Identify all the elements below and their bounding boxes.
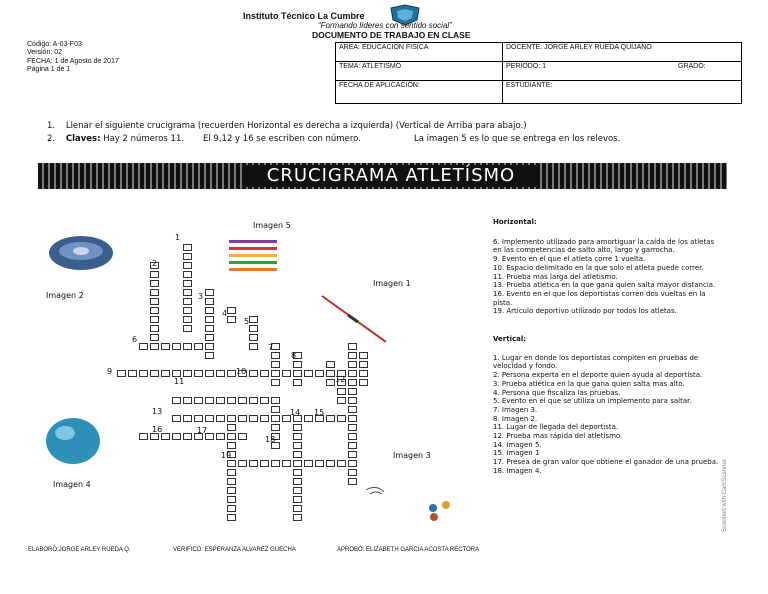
crossword-cell-3[interactable] bbox=[183, 271, 192, 278]
crossword-cell-40[interactable] bbox=[293, 361, 302, 368]
image-4-label: Imagen 4 bbox=[53, 480, 91, 489]
crossword-cell-159[interactable] bbox=[172, 343, 181, 350]
clue-number-8: 8 bbox=[291, 351, 297, 360]
crossword-cell-45[interactable] bbox=[337, 388, 346, 395]
crossword-cell-138[interactable] bbox=[337, 415, 346, 422]
crossword-cell-77[interactable] bbox=[293, 469, 302, 476]
crossword-cell-103[interactable] bbox=[183, 370, 192, 377]
crossword-cell-63[interactable] bbox=[227, 442, 236, 449]
crossword-title: CRUCIGRAMA ATLETÍSMO bbox=[246, 165, 536, 187]
crossword-cell-36[interactable] bbox=[271, 361, 280, 368]
image-5-label: Imagen 5 bbox=[253, 221, 291, 230]
clue-v-1: 1. Lugar en donde los deportistas compiten en pruebas de velocidad y fondo. bbox=[493, 353, 699, 371]
crossword-cell-29[interactable] bbox=[227, 316, 236, 323]
grado-cell: GRADO: bbox=[675, 62, 742, 81]
crossword-cell-72[interactable] bbox=[293, 424, 302, 431]
clue-number-6: 6 bbox=[132, 335, 138, 344]
crossword-cell-112[interactable] bbox=[304, 370, 313, 377]
crossword-cell-31[interactable] bbox=[249, 325, 258, 332]
crossword-cell-59[interactable] bbox=[359, 370, 368, 377]
crossword-cell-61[interactable] bbox=[227, 424, 236, 431]
crossword-cell-5[interactable] bbox=[183, 289, 192, 296]
crossword-cell-157[interactable] bbox=[139, 343, 148, 350]
clue-number-13: 13 bbox=[152, 407, 163, 416]
crossword-cell-2[interactable] bbox=[183, 262, 192, 269]
crossword-cell-153[interactable] bbox=[304, 460, 313, 467]
clue-number-14: 14 bbox=[290, 408, 301, 417]
clue-number-2: 2 bbox=[152, 259, 158, 268]
crossword-cell-161[interactable] bbox=[194, 343, 203, 350]
crossword-cell-52[interactable] bbox=[348, 388, 357, 395]
fecha-aplicacion-cell: FECHA DE APLICACION: bbox=[336, 81, 503, 104]
crossword-cell-129[interactable] bbox=[227, 415, 236, 422]
crossword-cell-141[interactable] bbox=[161, 433, 170, 440]
crossword-cell-119[interactable] bbox=[227, 397, 236, 404]
clue-v-4: 4. Persona que fiscaliza las pruebas. bbox=[493, 388, 621, 397]
crossword-cell-54[interactable] bbox=[348, 406, 357, 413]
vertical-title: Vertical: bbox=[493, 335, 527, 344]
crossword-cell-125[interactable] bbox=[183, 415, 192, 422]
crossword-cell-81[interactable] bbox=[293, 505, 302, 512]
crossword-cell-41[interactable] bbox=[293, 370, 302, 377]
instruction-2-right: La imagen 5 es lo que se entrega en los relevos. bbox=[414, 134, 621, 144]
crossword-cell-91[interactable] bbox=[326, 379, 335, 386]
crossword-cell-32[interactable] bbox=[249, 334, 258, 341]
clue-v-11: 11. Lugar de llegada del deportista. bbox=[493, 423, 619, 432]
watermark-text: Scanned with CamScanner bbox=[722, 459, 728, 532]
crossword-cell-18[interactable] bbox=[150, 334, 159, 341]
crossword-cell-58[interactable] bbox=[359, 361, 368, 368]
crossword-cell-78[interactable] bbox=[293, 478, 302, 485]
crossword-cell-122[interactable] bbox=[260, 397, 269, 404]
crossword-cell-128[interactable] bbox=[216, 415, 225, 422]
crossword-cell-85[interactable] bbox=[348, 451, 357, 458]
camscanner-watermark bbox=[722, 372, 736, 532]
crossword-cell-109[interactable] bbox=[249, 370, 258, 377]
clue-h-10: 10. Espacio delimitado en la que solo el atleta puede correr. bbox=[493, 263, 704, 272]
clue-v-3: 3. Prueba atlética en la que gana quien salta mas alto. bbox=[493, 379, 685, 388]
crossword-cell-24[interactable] bbox=[205, 325, 214, 332]
estudiante-cell: ESTUDIANTE: bbox=[503, 81, 742, 104]
crossword-cell-110[interactable] bbox=[260, 370, 269, 377]
crossword-cell-146[interactable] bbox=[216, 433, 225, 440]
crossword-cell-25[interactable] bbox=[205, 334, 214, 341]
crossword-cell-13[interactable] bbox=[150, 289, 159, 296]
crossword-cell-38[interactable] bbox=[271, 379, 280, 386]
crossword-cell-131[interactable] bbox=[249, 415, 258, 422]
crossword-cell-98[interactable] bbox=[128, 370, 137, 377]
crossword-cell-75[interactable] bbox=[293, 451, 302, 458]
crossword-cell-143[interactable] bbox=[183, 433, 192, 440]
crossword-cell-23[interactable] bbox=[205, 316, 214, 323]
crossword-cell-148[interactable] bbox=[238, 460, 247, 467]
crossword-cell-16[interactable] bbox=[150, 316, 159, 323]
crossword-cell-68[interactable] bbox=[227, 487, 236, 494]
crossword-cell-22[interactable] bbox=[205, 307, 214, 314]
crossword-cell-147[interactable] bbox=[238, 433, 247, 440]
crossword-cell-57[interactable] bbox=[359, 352, 368, 359]
crossword-cell-12[interactable] bbox=[150, 280, 159, 287]
crossword-cell-51[interactable] bbox=[348, 379, 357, 386]
meta-date: FECHA: 1 de Agosto de 2017 bbox=[27, 57, 119, 65]
crossword-cell-50[interactable] bbox=[348, 370, 357, 377]
instruction-1-number: 1. bbox=[47, 121, 56, 131]
crossword-cell-154[interactable] bbox=[315, 460, 324, 467]
meta-page: Página 1 de 1 bbox=[27, 65, 71, 73]
crossword-cell-20[interactable] bbox=[205, 289, 214, 296]
crossword-cell-8[interactable] bbox=[183, 316, 192, 323]
tema-cell: TEMA: ATLETISMO bbox=[336, 62, 503, 81]
crossword-cell-6[interactable] bbox=[183, 298, 192, 305]
footer-elaboro: ELABORÓ:JORGE ARLEY RUEDA Q. bbox=[28, 547, 131, 553]
crossword-cell-158[interactable] bbox=[161, 343, 170, 350]
crossword-cell-88[interactable] bbox=[348, 478, 357, 485]
crossword-cell-124[interactable] bbox=[172, 415, 181, 422]
crossword-cell-84[interactable] bbox=[348, 442, 357, 449]
crossword-cell-142[interactable] bbox=[172, 433, 181, 440]
crossword-cell-83[interactable] bbox=[348, 433, 357, 440]
crossword-cell-15[interactable] bbox=[150, 307, 159, 314]
clue-number-1: 1 bbox=[175, 233, 181, 242]
crossword-cell-113[interactable] bbox=[315, 370, 324, 377]
crossword-cell-1[interactable] bbox=[183, 253, 192, 260]
crossword-cell-19[interactable] bbox=[150, 343, 159, 350]
clue-v-17: 17. Presea de gran valor que obtiene el ganador de una prueba. bbox=[493, 458, 719, 467]
school-name: Instituto Técnico La Cumbre bbox=[243, 11, 365, 21]
crossword-cell-156[interactable] bbox=[337, 460, 346, 467]
footer-aprobo: APROBÓ: ELIZABETH GARCIA ACOSTA RECTORA bbox=[337, 547, 480, 553]
clue-v-12: 12. Prueba mas rápida del atletismo. bbox=[493, 432, 623, 441]
instruction-2-number: 2. bbox=[47, 134, 56, 144]
crossword-cell-28[interactable] bbox=[227, 307, 236, 314]
crossword-cell-99[interactable] bbox=[139, 370, 148, 377]
crossword-cell-118[interactable] bbox=[216, 397, 225, 404]
clue-number-7: 7 bbox=[268, 343, 274, 352]
crossword-cell-114[interactable] bbox=[172, 397, 181, 404]
crossword-cell-80[interactable] bbox=[293, 496, 302, 503]
crossword-cell-14[interactable] bbox=[150, 298, 159, 305]
crossword-cell-37[interactable] bbox=[271, 370, 280, 377]
instruction-2-middle: El 9,12 y 16 se escriben con número. bbox=[203, 134, 361, 144]
crossword-cell-106[interactable] bbox=[216, 370, 225, 377]
crossword-cell-117[interactable] bbox=[205, 397, 214, 404]
crossword-cell-94[interactable] bbox=[271, 424, 280, 431]
crossword-cell-66[interactable] bbox=[227, 469, 236, 476]
crossword-cell-105[interactable] bbox=[205, 370, 214, 377]
crossword-cell-76[interactable] bbox=[293, 460, 302, 467]
clue-v-2: 2. Persona experta en el deporte quien ayuda al deportista. bbox=[493, 371, 703, 380]
area-cell: AREA: EDUCACION FISICA bbox=[336, 43, 503, 62]
crossword-cell-46[interactable] bbox=[337, 397, 346, 404]
crossword-cell-9[interactable] bbox=[183, 325, 192, 332]
instruction-1-text: Llenar el siguiente crucigrama (recuerden Horizontal es derecha a izquierda) (Vertical de Arriba para abajo.) bbox=[65, 121, 527, 131]
crossword-cell-86[interactable] bbox=[348, 460, 357, 467]
crossword-cell-42[interactable] bbox=[293, 379, 302, 386]
crossword-cell-48[interactable] bbox=[348, 352, 357, 359]
footer-verifico: VERIFICÓ: ESPERANZA ALVAREZ GUECHA bbox=[173, 547, 296, 553]
crossword-cell-139[interactable] bbox=[139, 433, 148, 440]
crossword-cell-30[interactable] bbox=[249, 316, 258, 323]
clue-number-16: 16 bbox=[152, 425, 163, 434]
crossword-cell-126[interactable] bbox=[194, 415, 203, 422]
crossword-cell-132[interactable] bbox=[260, 415, 269, 422]
clue-number-12: 12 bbox=[335, 375, 346, 384]
meta-code: Código: A-03-F03 bbox=[27, 41, 82, 48]
meta-version: Versión: 02 bbox=[27, 49, 63, 57]
horizontal-title: Horizontal: bbox=[493, 218, 537, 226]
document-title: DOCUMENTO DE TRABAJO EN CLASE bbox=[312, 30, 471, 40]
crossword-cell-47[interactable] bbox=[348, 343, 357, 350]
clue-number-15: 15 bbox=[314, 408, 325, 417]
clue-v-8: 8. Imagen 2. bbox=[493, 414, 538, 423]
crossword-cell-155[interactable] bbox=[326, 460, 335, 467]
crossword-cell-4[interactable] bbox=[183, 280, 192, 287]
clue-h-6: 6. Implemento utilizado para amortiguar la caída de los atletas en las competencias de salto alto, largo y garrocha. bbox=[493, 237, 715, 255]
clue-v-15: 15. Imagen 1 bbox=[493, 449, 540, 458]
clue-number-10: 10 bbox=[236, 367, 247, 376]
crossword-cell-101[interactable] bbox=[161, 370, 170, 377]
crossword-cell-35[interactable] bbox=[271, 352, 280, 359]
crossword-cell-55[interactable] bbox=[348, 415, 357, 422]
crossword-cell-17[interactable] bbox=[150, 325, 159, 332]
crossword-cell-0[interactable] bbox=[183, 244, 192, 251]
crossword-cell-104[interactable] bbox=[194, 370, 203, 377]
crossword-cell-116[interactable] bbox=[194, 397, 203, 404]
crossword-cell-27[interactable] bbox=[205, 352, 214, 359]
crossword-cell-115[interactable] bbox=[183, 397, 192, 404]
crossword-cell-130[interactable] bbox=[238, 415, 247, 422]
clue-v-14: 14. Imagen 5. bbox=[493, 440, 542, 449]
crossword-cell-82[interactable] bbox=[293, 514, 302, 521]
crossword-cell-90[interactable] bbox=[326, 370, 335, 377]
clue-number-11: 11 bbox=[174, 377, 185, 386]
clue-number-18: 18 bbox=[265, 435, 276, 444]
crossword-cell-62[interactable] bbox=[227, 433, 236, 440]
crossword-cell-149[interactable] bbox=[249, 460, 258, 467]
clue-h-16: 16. Evento en el que los deportistas corren dos vueltas en la pista. bbox=[493, 289, 706, 307]
clue-h-19: 19. Articulo deportivo utilizado por todos los atletas. bbox=[493, 307, 677, 316]
clue-h-9: 9. Evento en el que el atleta corre 1 vuelta. bbox=[493, 255, 646, 264]
periodo-cell: PERIODO: 1 bbox=[503, 62, 676, 81]
image-3-label: Imagen 3 bbox=[393, 451, 431, 460]
crossword-cell-135[interactable] bbox=[304, 415, 313, 422]
crossword-cell-120[interactable] bbox=[238, 397, 247, 404]
crossword-cell-89[interactable] bbox=[326, 361, 335, 368]
crossword-cell-97[interactable] bbox=[117, 370, 126, 377]
crossword-cell-87[interactable] bbox=[348, 469, 357, 476]
crossword-cell-73[interactable] bbox=[293, 433, 302, 440]
crossword-cell-49[interactable] bbox=[348, 361, 357, 368]
crossword-cell-74[interactable] bbox=[293, 442, 302, 449]
crossword-cell-92[interactable] bbox=[271, 406, 280, 413]
docente-cell: DOCENTE: JORGE ARLEY RUEDA QUIJANO bbox=[503, 43, 742, 62]
clue-number-19: 19 bbox=[221, 451, 232, 460]
crossword-cell-21[interactable] bbox=[205, 298, 214, 305]
clue-number-4: 4 bbox=[222, 309, 228, 318]
clue-number-17: 17 bbox=[197, 426, 208, 435]
crossword-cell-111[interactable] bbox=[282, 370, 291, 377]
crossword-cell-121[interactable] bbox=[249, 397, 258, 404]
claves-text: Hay 2 números 11. bbox=[103, 134, 185, 144]
crossword-cell-71[interactable] bbox=[227, 514, 236, 521]
crossword-cell-33[interactable] bbox=[249, 343, 258, 350]
school-motto: “Formando líderes con sentido social” bbox=[318, 21, 452, 30]
clue-h-13: 13. Prueba atlética en la que gana quien salta mayor distancia. bbox=[493, 281, 716, 290]
clue-v-7: 7. Imagen 3. bbox=[493, 405, 538, 414]
claves-label: Claves: bbox=[65, 134, 101, 144]
clue-v-5: 5. Evento en el que se utiliza un implemento para saltar. bbox=[493, 397, 692, 406]
crossword-cell-107[interactable] bbox=[227, 370, 236, 377]
clue-number-5: 5 bbox=[244, 317, 250, 326]
crossword-cell-152[interactable] bbox=[282, 460, 291, 467]
clue-number-3: 3 bbox=[198, 292, 204, 301]
crossword-cell-70[interactable] bbox=[227, 505, 236, 512]
crossword-cell-26[interactable] bbox=[205, 343, 214, 350]
crossword-cell-7[interactable] bbox=[183, 307, 192, 314]
crossword-cell-56[interactable] bbox=[348, 424, 357, 431]
crossword-cell-60[interactable] bbox=[359, 379, 368, 386]
crossword-cell-67[interactable] bbox=[227, 478, 236, 485]
image-2-label: Imagen 2 bbox=[46, 291, 84, 300]
crossword-cell-123[interactable] bbox=[271, 397, 280, 404]
crossword-cell-100[interactable] bbox=[150, 370, 159, 377]
crossword-cell-160[interactable] bbox=[183, 343, 192, 350]
crossword-cell-65[interactable] bbox=[227, 460, 236, 467]
image-1-label: Imagen 1 bbox=[373, 279, 411, 288]
crossword-cell-102[interactable] bbox=[172, 370, 181, 377]
clue-h-11: 11. Prueba mas larga del atletismo. bbox=[493, 272, 618, 281]
crossword-cell-150[interactable] bbox=[260, 460, 269, 467]
crossword-cell-127[interactable] bbox=[205, 415, 214, 422]
crossword-cell-53[interactable] bbox=[348, 397, 357, 404]
clues-panel bbox=[493, 218, 723, 476]
crossword-cell-137[interactable] bbox=[326, 415, 335, 422]
crossword-cell-140[interactable] bbox=[150, 433, 159, 440]
crossword-cell-11[interactable] bbox=[150, 271, 159, 278]
crossword-cell-151[interactable] bbox=[271, 460, 280, 467]
crossword-cell-79[interactable] bbox=[293, 487, 302, 494]
crossword-cell-69[interactable] bbox=[227, 496, 236, 503]
clue-v-18: 18. Imagen 4. bbox=[493, 466, 542, 475]
clue-number-9: 9 bbox=[107, 367, 113, 376]
crossword-cell-93[interactable] bbox=[271, 415, 280, 422]
